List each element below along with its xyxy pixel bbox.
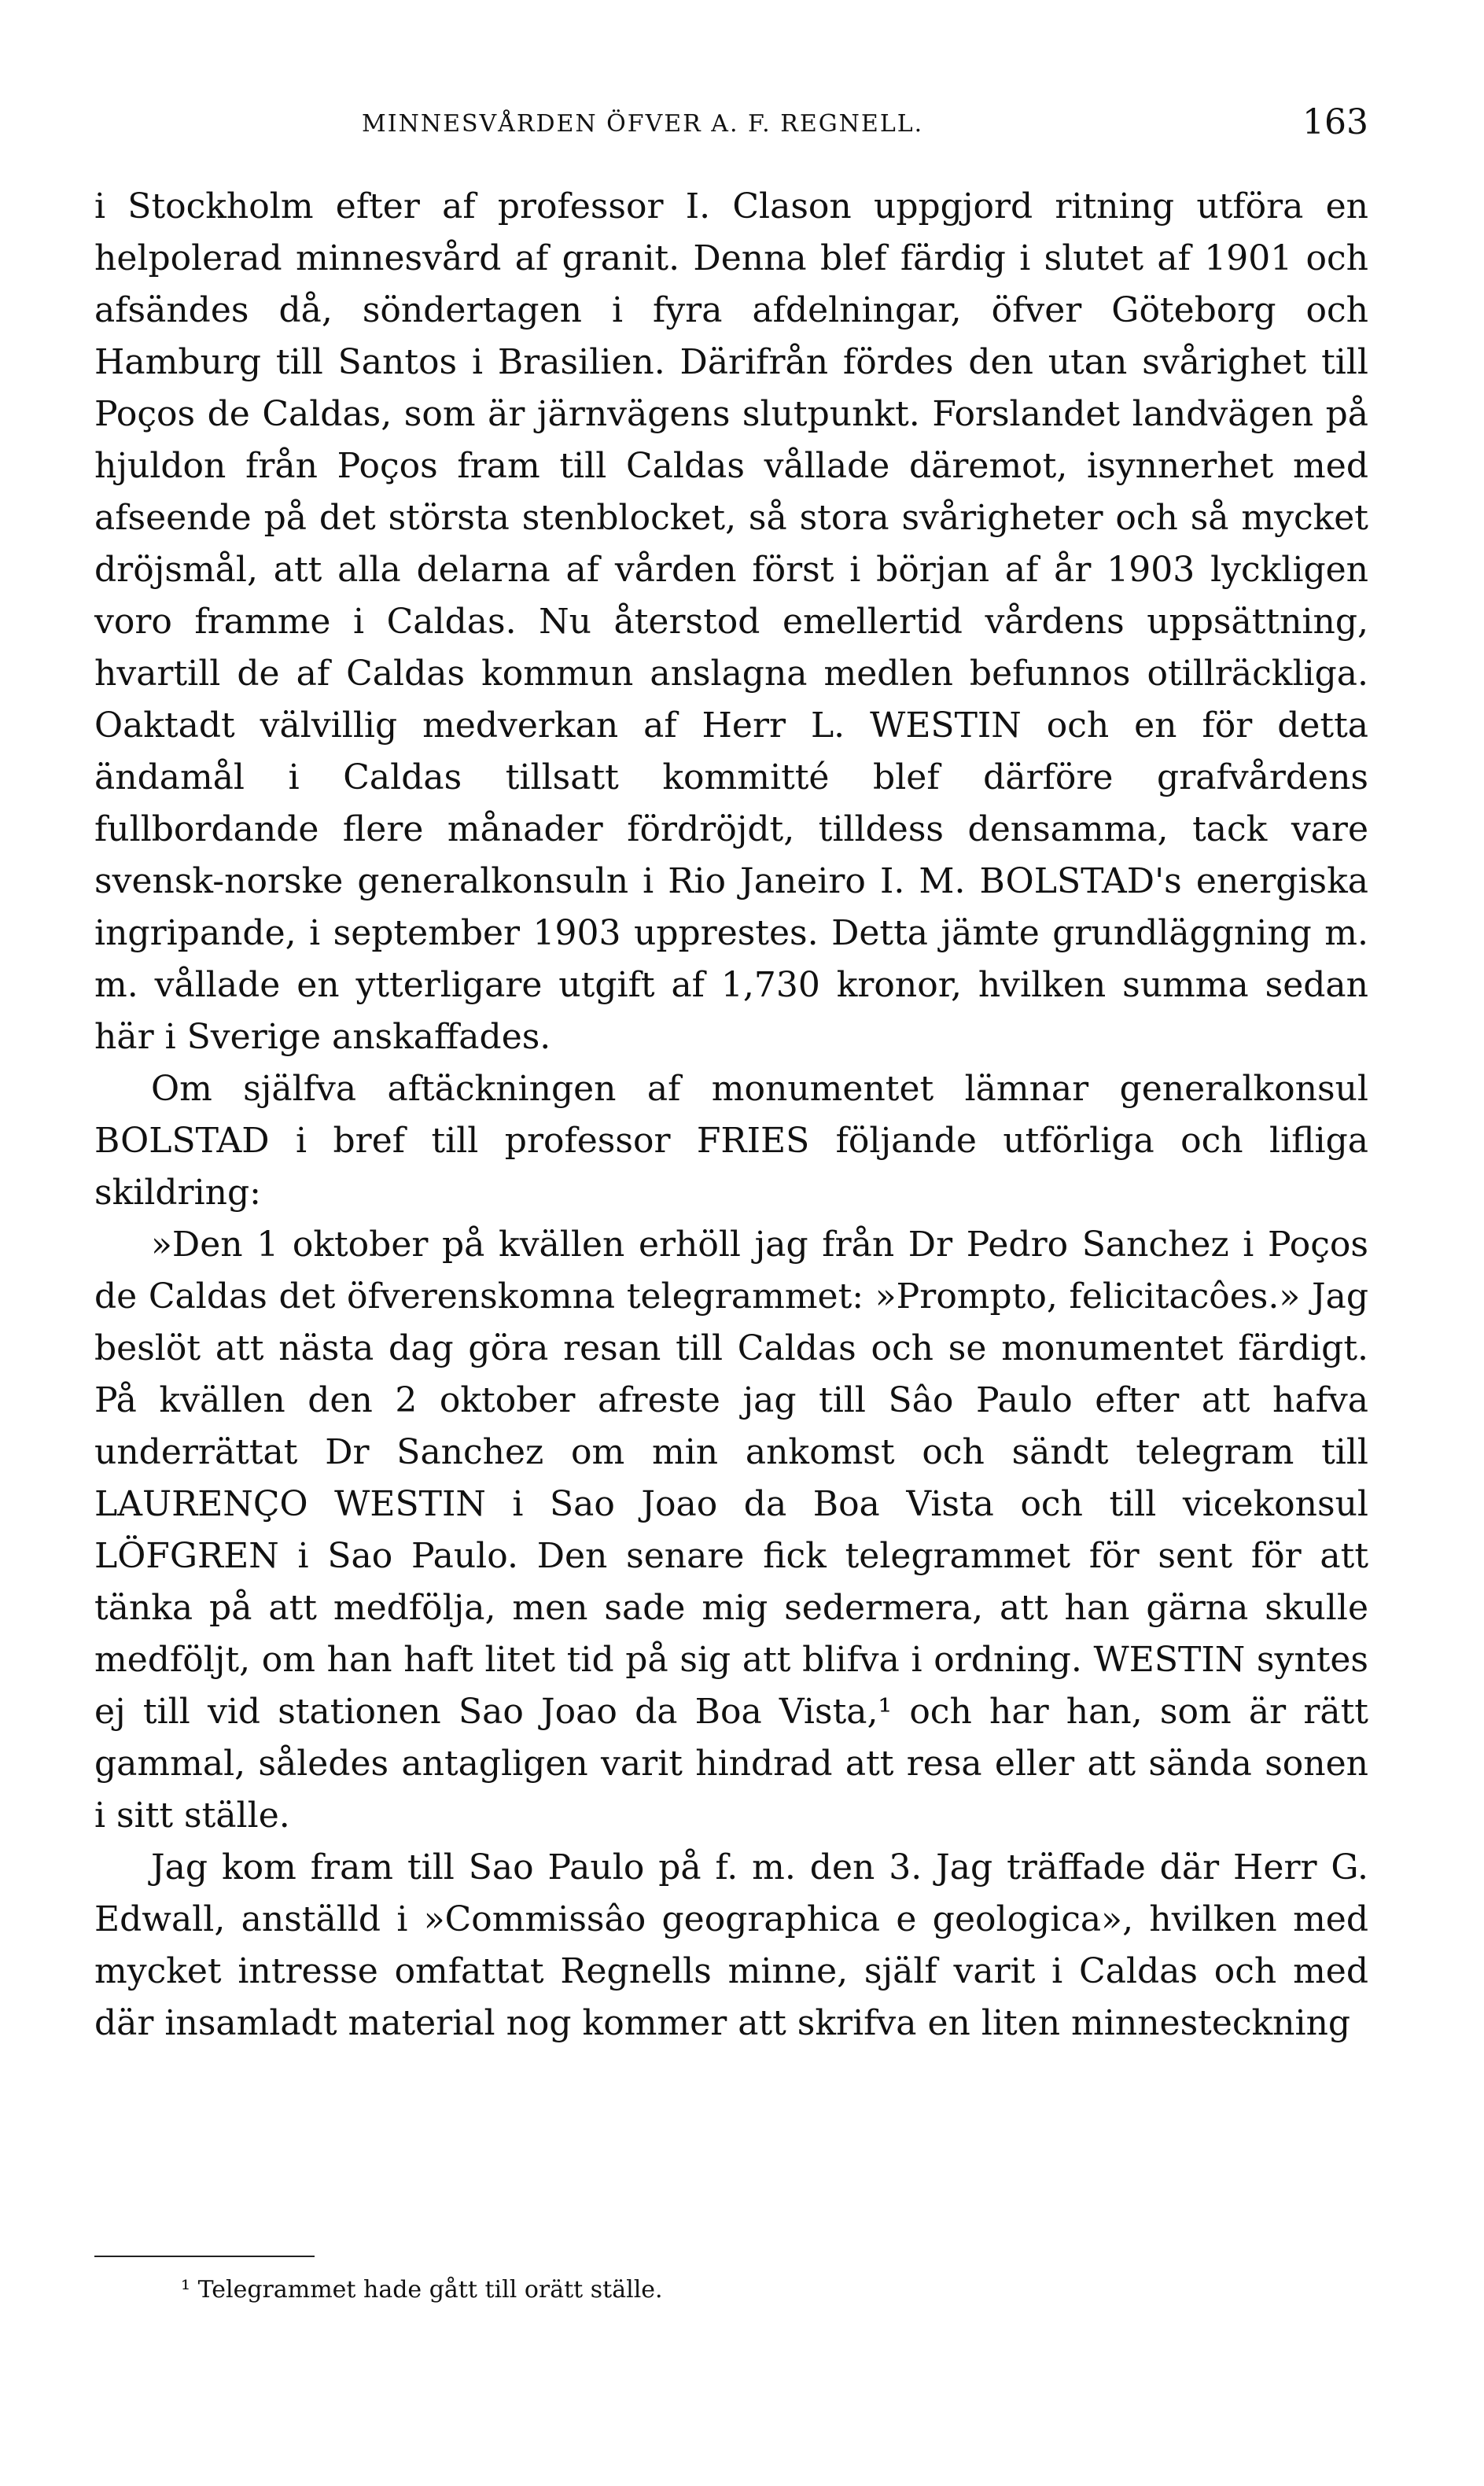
footnote: ¹ Telegrammet hade gått till orätt ställe. — [181, 2276, 663, 2304]
paragraph-3: »Den 1 oktober på kvällen erhöll jag från Dr Pedro Sanchez i Poços de Caldas det öfverenskomna telegrammet: »Prompto, felicitacôes.» Jag beslöt att nästa dag göra resan till Caldas och se monumentet färdigt. På kvällen den 2 oktober afreste jag till Sâo Paulo efter att hafva underrättat Dr Sanchez om min ankomst och sändt telegram till LAURENÇO WESTIN i Sao Joao da Boa Vista och till vicekonsul LÖFGREN i Sao Paulo. Den senare fick telegrammet för sent för att tänka på att medfölja, men sade mig sedermera, att han gärna skulle medföljt, om han haft litet tid på sig att blifva i ordning. WESTIN syntes ej till vid stationen Sao Joao da Boa Vista,¹ och har han, som är rätt gammal, således antagligen varit hindrad att resa eller att sända sonen i sitt ställe. — [94, 1225, 1368, 1836]
page-number: 163 — [1302, 102, 1368, 142]
main-text — [94, 181, 1368, 2050]
running-title: MINNESVÅRDEN ÖFVER A. F. REGNELL. — [362, 110, 924, 138]
paragraph-1: i Stockholm efter af professor I. Clason uppgjord ritning utföra en helpolerad minnesvård af granit. Denna blef färdig i slutet af 1901 och afsändes då, söndertagen i fyra afdelningar, öfver Göteborg och Hamburg till Santos i Brasilien. Därifrån fördes den utan svårighet till Poços de Caldas, som är järnvägens slutpunkt. Forslandet landvägen på hjuldon från Poços fram till Caldas vållade däremot, isynnerhet med afseende på det största stenblocket, så stora svårigheter och så mycket dröjsmål, att alla delarna af vården först i början af år 1903 lyckligen voro framme i Caldas. Nu återstod emellertid vårdens uppsättning, hvartill de af Caldas kommun anslagna medlen befunnos otillräckliga. Oaktadt välvillig medverkan af Herr L. WESTIN och en för detta ändamål i Caldas tillsatt kommitté blef därföre grafvårdens fullbordande flere månader fördröjdt, tilldess densamma, tack vare svensk-norske generalkonsuln i Rio Janeiro I. M. BOLSTAD's energiska ingripande, i september 1903 upprestes. Detta jämte grundläggning m. m. vållade en ytterligare utgift af 1,730 kronor, hvilken summa sedan här i Sverige anskaffades. — [94, 186, 1368, 1057]
paragraph-4: Jag kom fram till Sao Paulo på f. m. den 3. Jag träffade där Herr G. Edwall, anställd i »Commissâo geographica e geologica», hvilken med mycket intresse omfattat Regnells minne, själf varit i Caldas och med där insamladt material nog kommer att skrifva en liten minnesteckning — [94, 1847, 1368, 2043]
book-page — [94, 94, 1368, 2407]
footnote-divider — [94, 2256, 315, 2257]
paragraph-2: Om själfva aftäckningen af monumentet lämnar generalkonsul BOLSTAD i bref till professor FRIES följande utförliga och lifliga skildring: — [94, 1069, 1368, 1213]
running-header — [94, 94, 1368, 142]
